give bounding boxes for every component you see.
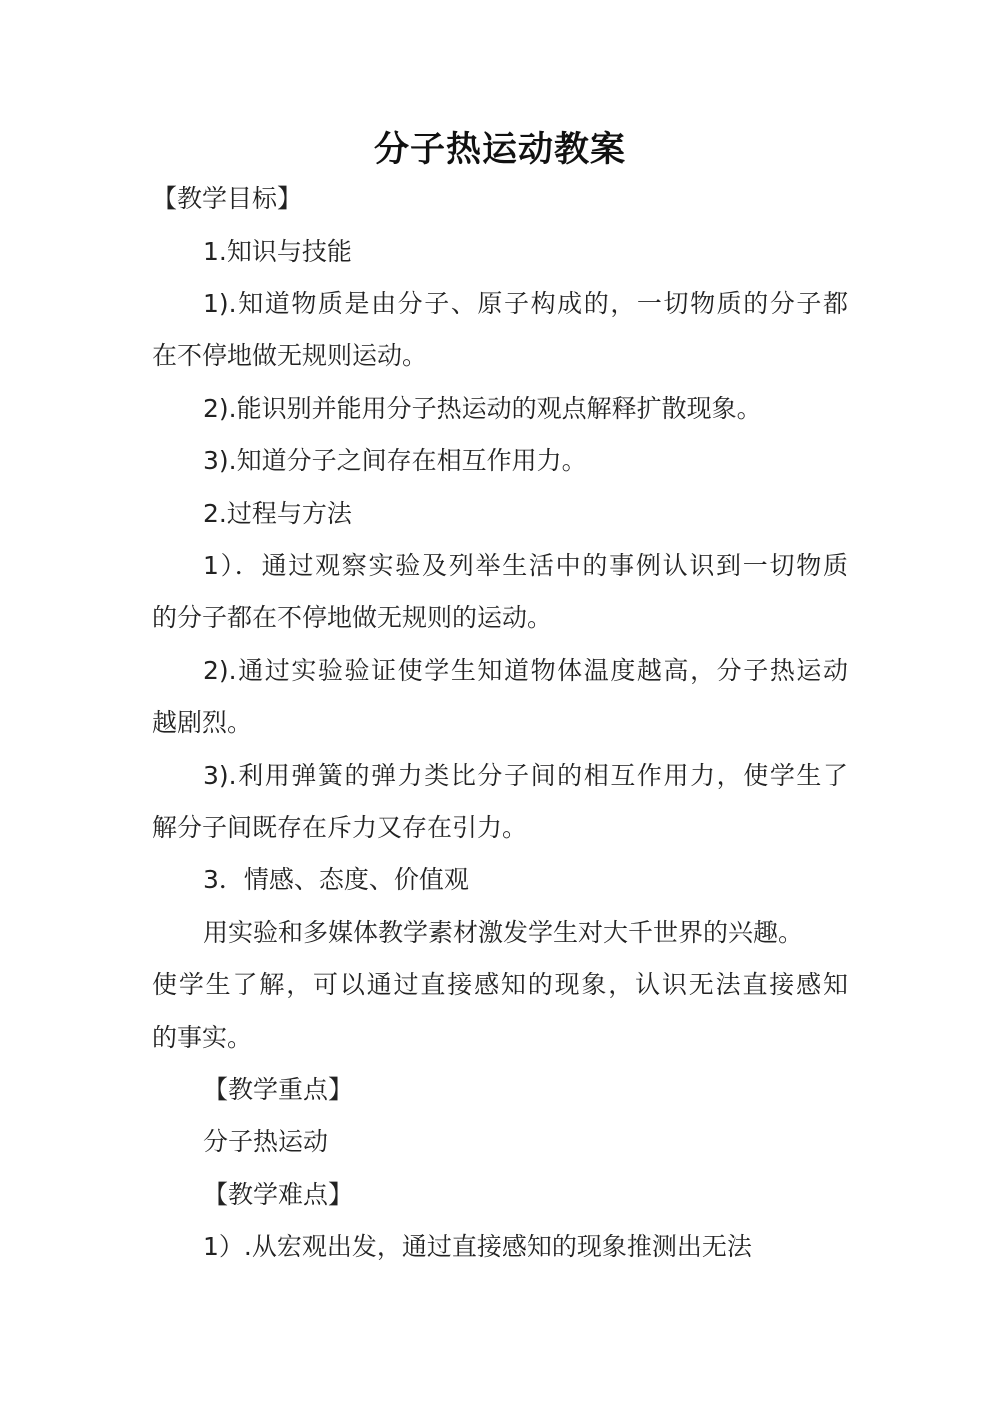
- paragraph-line: 分子热运动: [203, 1127, 329, 1156]
- paragraph-line: 2).能识别并能用分子热运动的观点解释扩散现象。: [203, 394, 762, 423]
- subheading-knowledge-skills: 1.知识与技能: [203, 237, 352, 266]
- document-title: 分子热运动教案: [373, 130, 626, 170]
- subheading-process-methods: 2.过程与方法: [203, 499, 352, 528]
- paragraph-line: 用实验和多媒体教学素材激发学生对大千世界的兴趣。: [203, 918, 804, 947]
- paragraph-line: 2).通过实验验证使学生知道物体温度越高，分子热运动: [203, 656, 848, 685]
- paragraph-line: 3).利用弹簧的弹力类比分子间的相互作用力，使学生了: [203, 761, 848, 790]
- paragraph-line: 在不停地做无规则运动。: [152, 341, 428, 370]
- paragraph-line: 解分子间既存在斥力又存在引力。: [152, 813, 528, 842]
- section-heading-objectives: 【教学目标】: [152, 184, 303, 213]
- paragraph-line: 越剧烈。: [152, 708, 253, 737]
- paragraph-line: 的分子都在不停地做无规则的运动。: [152, 603, 553, 632]
- subheading-emotion-values: 3．情感、态度、价值观: [203, 865, 469, 894]
- paragraph-line: 1）．通过观察实验及列举生活中的事例认识到一切物质: [203, 551, 848, 580]
- paragraph-line: 的事实。: [152, 1023, 253, 1052]
- paragraph-line: 1）.从宏观出发，通过直接感知的现象推测出无法: [203, 1232, 752, 1261]
- paragraph-line: 1).知道物质是由分子、原子构成的，一切物质的分子都: [203, 289, 848, 318]
- paragraph-line: 使学生了解，可以通过直接感知的现象，认识无法直接感知: [152, 970, 848, 999]
- section-heading-difficulties: 【教学难点】: [203, 1180, 354, 1209]
- section-heading-key-points: 【教学重点】: [203, 1075, 354, 1104]
- paragraph-line: 3).知道分子之间存在相互作用力。: [203, 446, 587, 475]
